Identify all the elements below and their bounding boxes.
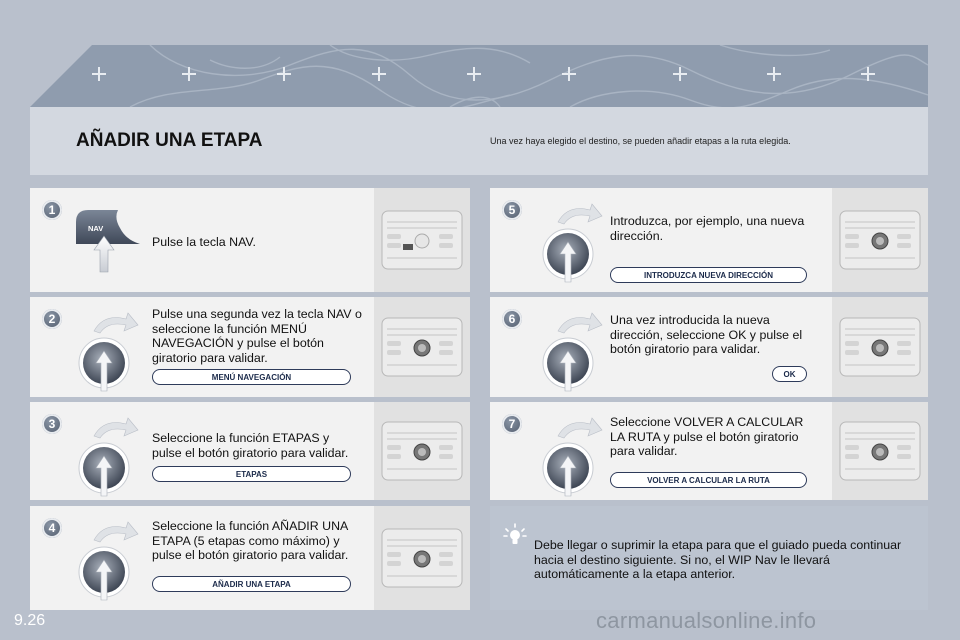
- tip-note: [490, 506, 928, 610]
- radio-panel-illustration: [381, 421, 463, 481]
- decorative-map-band: [30, 45, 928, 107]
- ok-button[interactable]: OK: [772, 366, 807, 382]
- step-7-text: Seleccione VOLVER A CALCULAR LA RUTA y pulse el botón giratorio para validar.: [610, 415, 804, 459]
- lightbulb-icon: [503, 523, 527, 547]
- step-5-panel: [490, 188, 928, 292]
- step-number: 7: [502, 414, 522, 434]
- radio-panel-illustration: [381, 210, 463, 270]
- rotary-dial-icon: [74, 412, 144, 498]
- rotary-dial-icon: [74, 307, 144, 393]
- tip-note-text: Debe llegar o suprimir la etapa para que el guiado pueda continuar hacia el destino siguiente. Si no, el WIP Nav le llevará automáticamente a la etapa anterior.: [534, 538, 902, 581]
- anadir-una-etapa-button[interactable]: AÑADIR UNA ETAPA: [152, 576, 351, 592]
- step-2-panel: [30, 297, 470, 397]
- header-banner: [30, 45, 928, 175]
- topographic-pattern: [30, 45, 928, 107]
- step-number: 4: [42, 518, 62, 538]
- page-title: AÑADIR UNA ETAPA: [76, 130, 263, 151]
- step-6-text: Una vez introducida la nueva dirección, seleccione OK y pulse el botón giratorio para validar.: [610, 313, 803, 357]
- etapas-button[interactable]: ETAPAS: [152, 466, 351, 482]
- page-number: 9.26: [14, 612, 46, 629]
- nav-key-label: NAV: [88, 224, 104, 233]
- step-4-text: Seleccione la función AÑADIR UNA ETAPA (5 etapas como máximo) y pulse el botón giratorio para validar.: [152, 519, 349, 563]
- rotary-dial-icon: [538, 307, 608, 393]
- menu-navegacion-button[interactable]: MENÚ NAVEGACIÓN: [152, 369, 351, 385]
- radio-panel-thumbnail: [832, 188, 928, 292]
- step-number: 6: [502, 309, 522, 329]
- radio-panel-thumbnail: [374, 188, 470, 292]
- step-3-panel: [30, 402, 470, 500]
- rotary-dial-icon: [74, 516, 144, 602]
- step-number: 3: [42, 414, 62, 434]
- step-3-text: Seleccione la función ETAPAS y pulse el botón giratorio para validar.: [152, 431, 349, 460]
- radio-panel-thumbnail: [374, 297, 470, 397]
- volver-a-calcular-la-ruta-button[interactable]: VOLVER A CALCULAR LA RUTA: [610, 472, 807, 488]
- radio-panel-thumbnail: [832, 402, 928, 500]
- rotary-dial-icon: [538, 412, 608, 498]
- step-4-panel: [30, 506, 470, 610]
- step-1-panel: [30, 188, 470, 292]
- radio-panel-thumbnail: [832, 297, 928, 397]
- step-1-text: Pulse la tecla NAV.: [152, 235, 256, 249]
- step-5-text: Introduzca, por ejemplo, una nueva dirección.: [610, 214, 805, 243]
- step-6-panel: [490, 297, 928, 397]
- rotary-dial-icon: [538, 198, 608, 284]
- radio-panel-illustration: [381, 317, 463, 377]
- radio-panel-illustration: [381, 528, 463, 588]
- step-number: 2: [42, 309, 62, 329]
- nav-key-press-icon: [74, 208, 154, 274]
- radio-panel-illustration: [839, 210, 921, 270]
- step-7-panel: [490, 402, 928, 500]
- radio-panel-illustration: [839, 317, 921, 377]
- step-number: 1: [42, 200, 62, 220]
- radio-panel-illustration: [839, 421, 921, 481]
- step-2-text: Pulse una segunda vez la tecla NAV o seleccione la función MENÚ NAVEGACIÓN y pulse el botón giratorio para validar.: [152, 307, 362, 365]
- radio-panel-thumbnail: [374, 506, 470, 610]
- radio-panel-thumbnail: [374, 402, 470, 500]
- title-bar: [30, 107, 928, 175]
- watermark: carmanualsonline.info: [596, 608, 817, 633]
- introduzca-nueva-direccion-button[interactable]: INTRODUZCA NUEVA DIRECCIÓN: [610, 267, 807, 283]
- step-number: 5: [502, 200, 522, 220]
- intro-text: Una vez haya elegido el destino, se pueden añadir etapas a la ruta elegida.: [490, 136, 791, 146]
